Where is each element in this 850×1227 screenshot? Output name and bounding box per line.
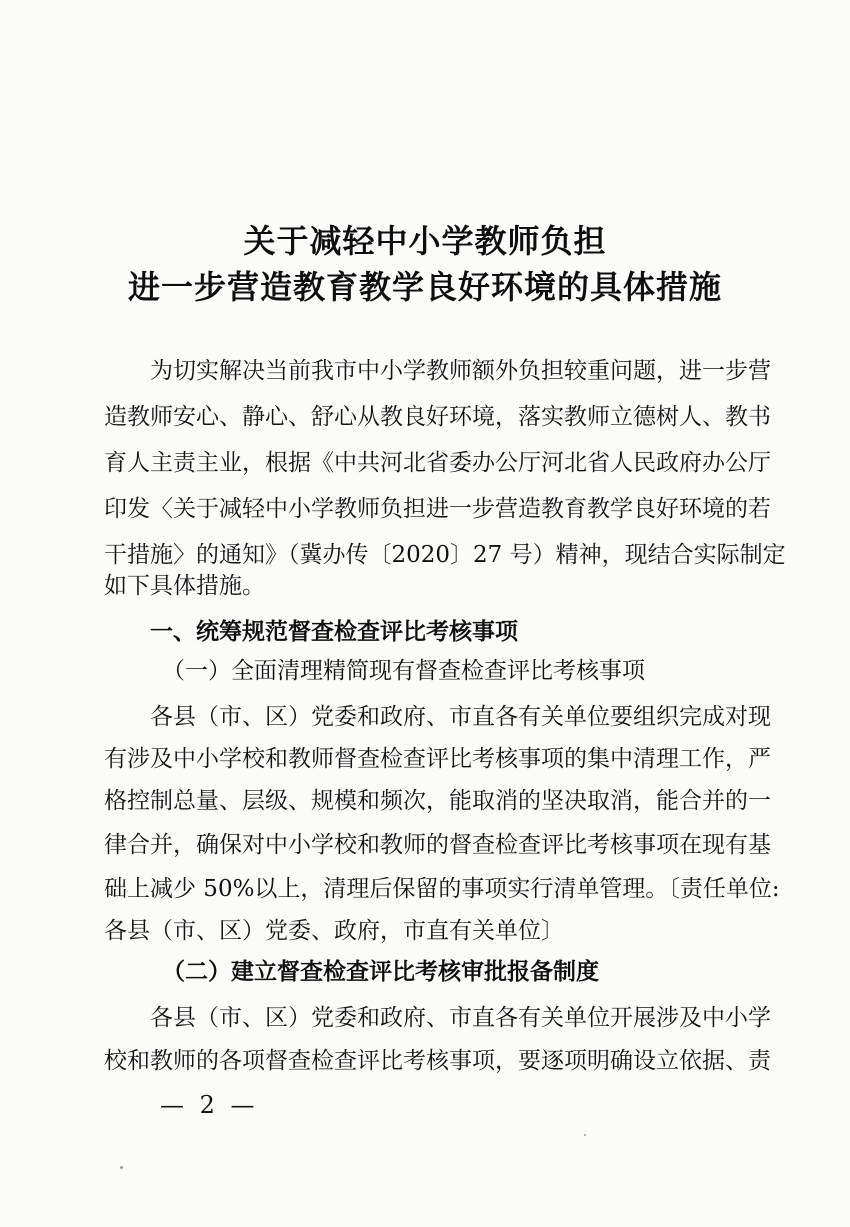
subsection-paragraph-line: 格控制总量、层级、规模和频次，能取消的坚决取消，能合并的一 [104, 788, 771, 814]
page-number: — 2 — [160, 1091, 259, 1119]
subsection-paragraph-line: 校和教师的各项督查检查评比考核事项，要逐项明确设立依据、责 [104, 1048, 771, 1074]
subsection-paragraph-line: 律合并，确保对中小学校和教师的督查检查评比考核事项在现有基 [104, 832, 771, 858]
intro-paragraph-line: 印发〈关于减轻中小学教师负担进一步营造教育教学良好环境的若 [104, 496, 771, 522]
scan-speck [584, 1134, 586, 1136]
intro-paragraph-line: 干措施〉的通知》（冀办传〔2020〕27 号）精神，现结合实际制定 [104, 542, 786, 568]
intro-paragraph-line: 如下具体措施。 [104, 573, 265, 599]
intro-paragraph-line: 为切实解决当前我市中小学教师额外负担较重问题，进一步营 [150, 358, 771, 384]
scan-speck [120, 1166, 123, 1169]
intro-paragraph-line: 育人主责主业，根据《中共河北省委办公厅河北省人民政府办公厅 [104, 450, 771, 476]
subsection-paragraph-line: 各县（市、区）党委和政府、市直各有关单位开展涉及中小学 [150, 1005, 771, 1031]
subsection-paragraph-line: 各县（市、区）党委、政府，市直有关单位〕 [104, 918, 564, 944]
subsection-paragraph-line: 有涉及中小学校和教师督查检查评比考核事项的集中清理工作，严 [104, 746, 771, 772]
subsection-paragraph-line: 础上减少 50%以上，清理后保留的事项实行清单管理。〔责任单位: [104, 876, 780, 902]
subsection-heading: （二）建立督查检查评比考核审批报备制度 [162, 958, 599, 985]
document-title-line-2: 进一步营造教育教学良好环境的具体措施 [127, 268, 722, 306]
subsection-paragraph-line: 各县（市、区）党委和政府、市直各有关单位要组织完成对现 [150, 704, 771, 730]
section-heading: 一、统筹规范督查检查评比考核事项 [150, 618, 518, 645]
document-title-line-1: 关于减轻中小学教师负担 [243, 222, 607, 260]
subsection-heading: （一）全面清理精简现有督查检查评比考核事项 [162, 658, 645, 684]
intro-paragraph-line: 造教师安心、静心、舒心从教良好环境，落实教师立德树人、教书 [104, 404, 771, 430]
